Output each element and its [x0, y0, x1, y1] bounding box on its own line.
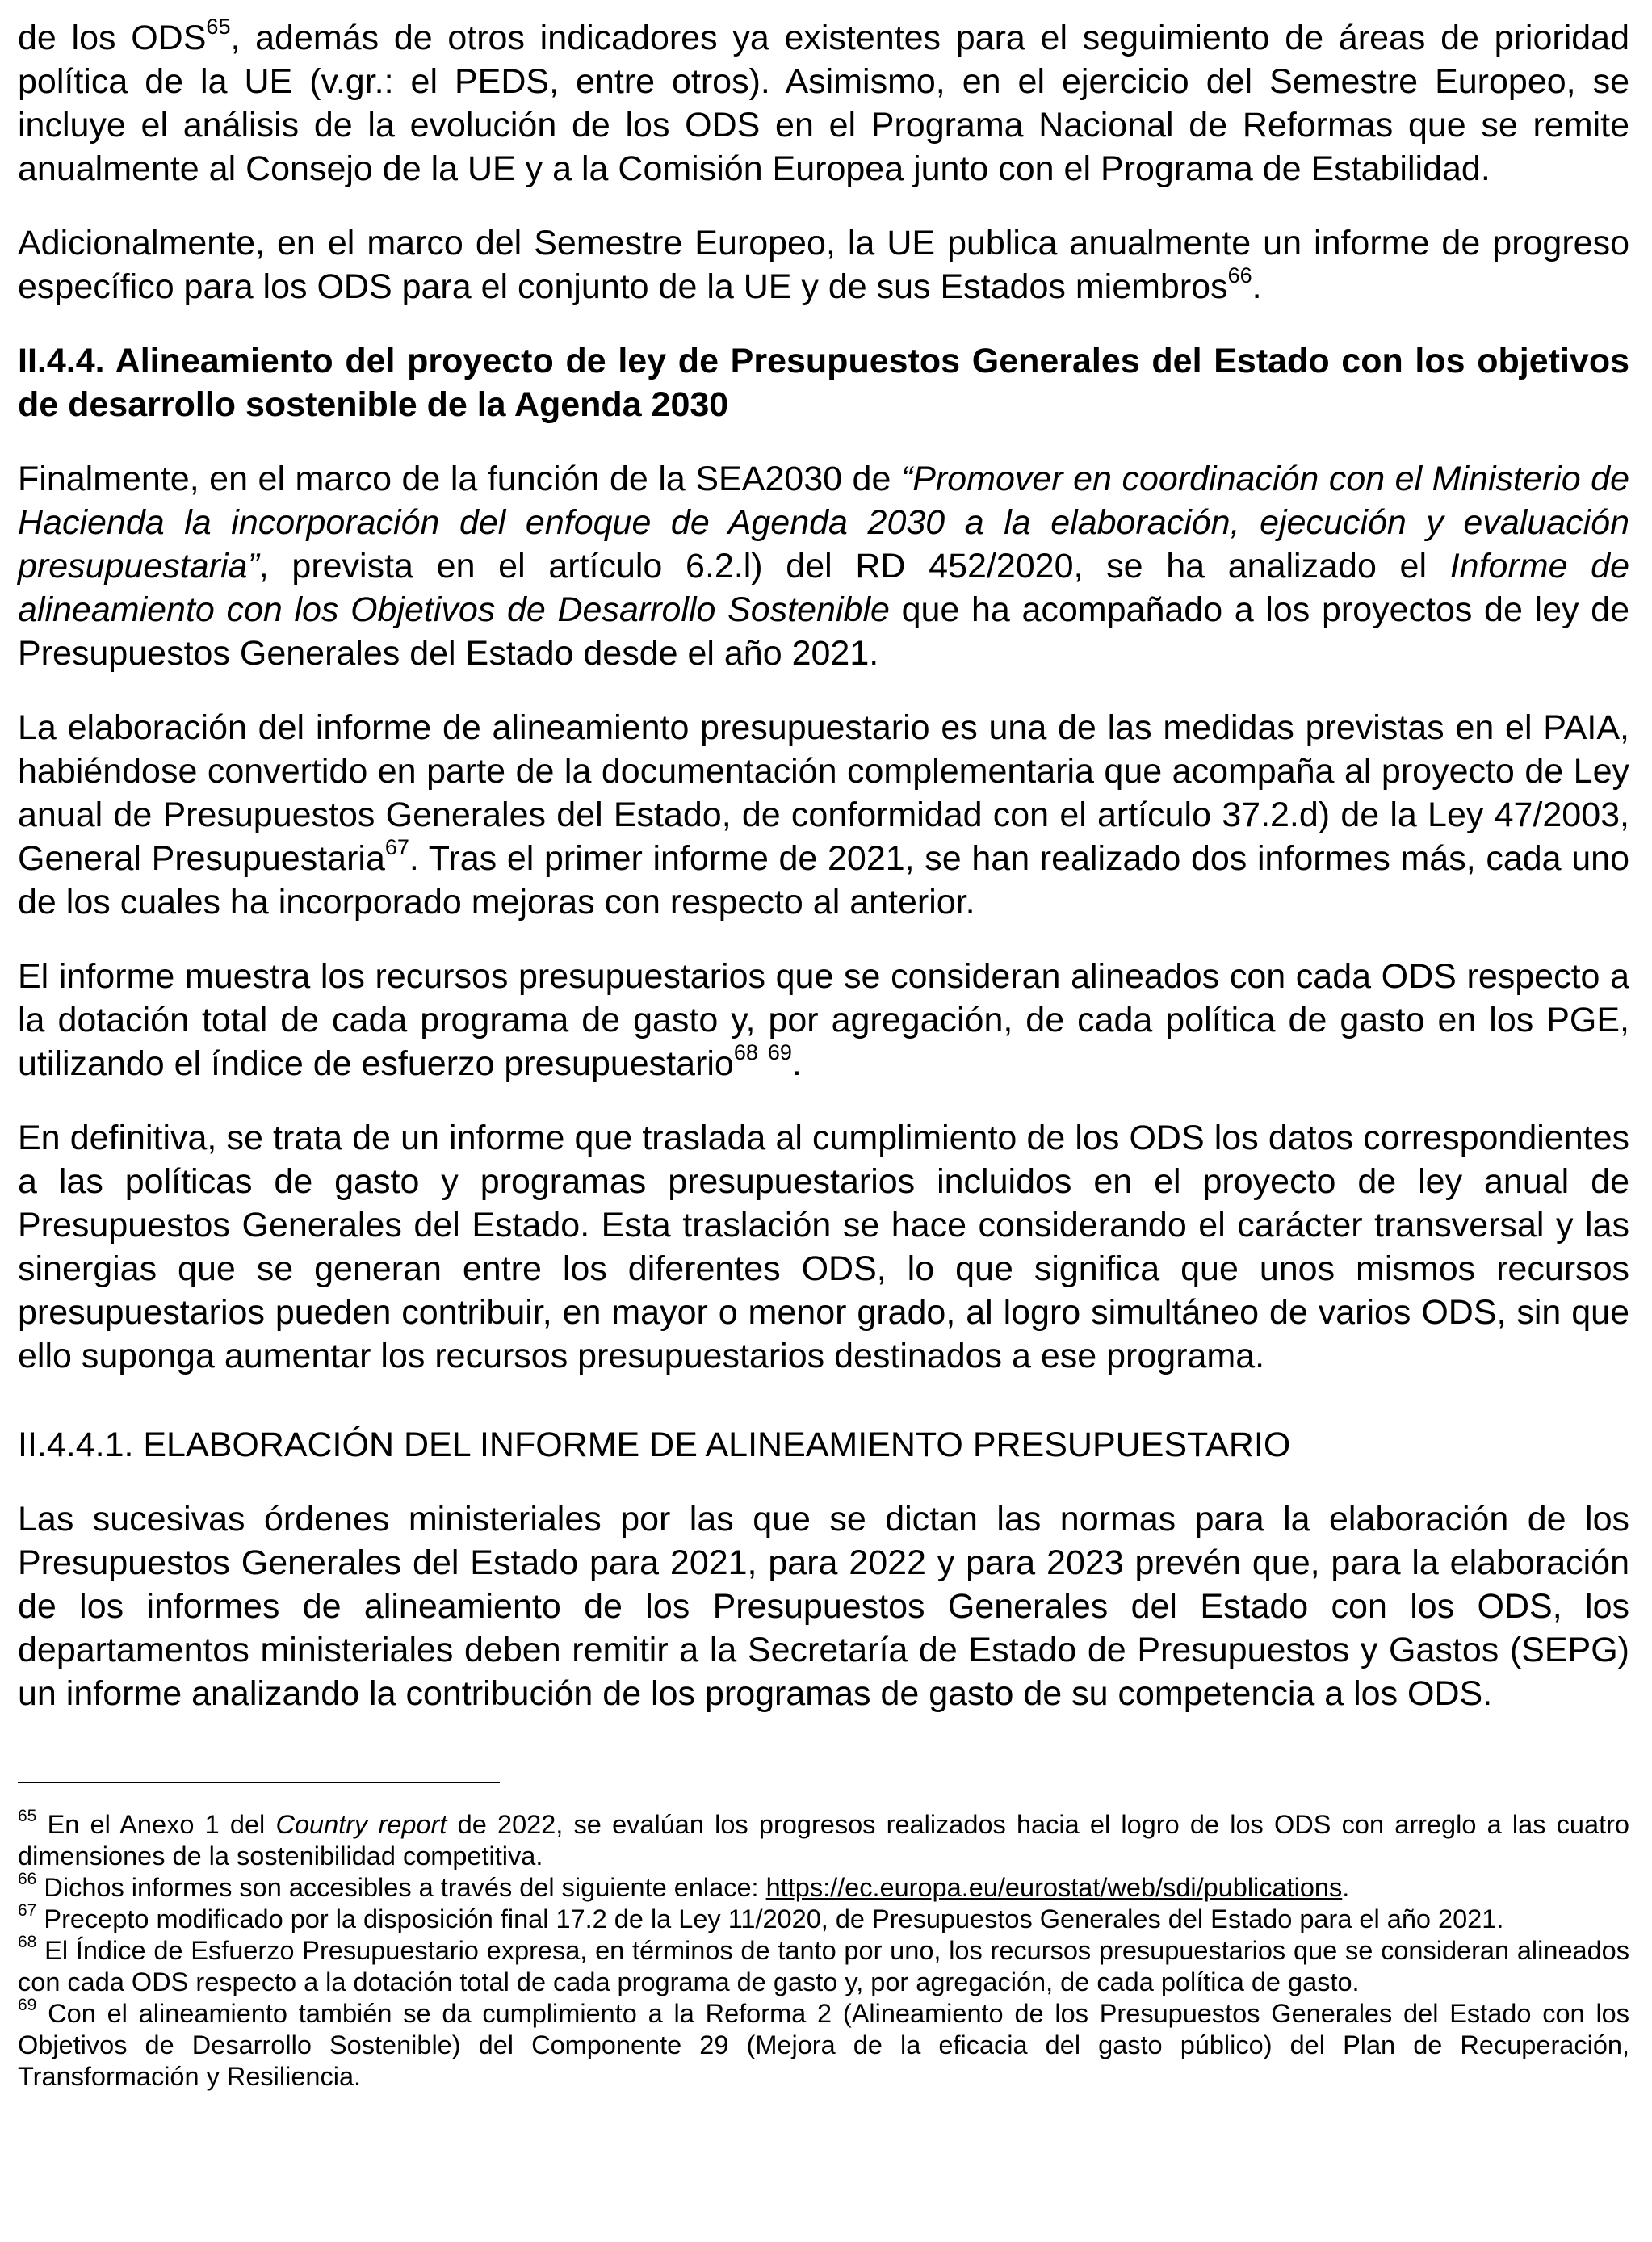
paragraph-budget-resources: El informe muestra los recursos presupuestarios que se consideran alineados con cada ODS respecto a la dotación total de cada programa de gasto y, por agregación, de cada política de gasto en los PGE, utilizando el índice de esfuerzo presupuestario$^{68}$ $^{69}$.: [18, 957, 1629, 1083]
footnote-ref-68[interactable]: 68: [733, 1039, 758, 1064]
report-title: Informe de alineamiento con los Objetivos de Desarrollo Sostenible: [18, 547, 1629, 629]
paragraph-conclusion: En definitiva, se trata de un informe que traslada al cumplimiento de los ODS los datos correspondientes a las políticas de gasto y programas presupuestarios incluidos en el proyecto de ley anual de Presupuestos Generales del Estado. Esta traslación se hace considerando el carácter transversal y las sinergias que se generan entre los diferentes ODS, lo que significa que unos mismos recursos presupuestarios pueden contribuir, en mayor o menor grado, al logro simultáneo de varios ODS, sin que ello suponga aumentar los recursos presupuestarios destinados a ese programa.: [18, 1119, 1629, 1375]
paragraph-sea2030-function: Finalmente, en el marco de la función de la SEA2030 de “Promover en coordinación con el Ministerio de Hacienda la incorporación del enfoque de Agenda 2030 a la elaboración, ejecución y evaluación presupuestaria”, prevista en el artículo 6.2.l) del RD 452/2020, se ha analizado el Informe de alineamiento con los Objetivos de Desarrollo Sostenible que ha acompañado a los proyectos de ley de Presupuestos Generales del Estado desde el año 2021.: [18, 460, 1630, 673]
footnote-ref-65[interactable]: 65: [206, 14, 231, 39]
section-heading: II.4.4. Alineamiento del proyecto de ley de Presupuestos Generales del Estado con los objetivos de desarrollo sostenible de la Agenda 2030: [18, 342, 1629, 424]
eurostat-link[interactable]: https://ec.europa.eu/eurostat/web/sdi/publications: [765, 1873, 1343, 1902]
footnote-ref-66[interactable]: 66: [1227, 262, 1252, 288]
footnote-68: $^{68}$ El Índice de Esfuerzo Presupuestario expresa, en términos de tanto por uno, los recursos presupuestarios que se consideran alineados con cada ODS respecto a la dotación total de cada programa de gasto y, por agregación, de cada política de gasto.: [18, 1933, 1629, 1996]
document-page: [18, 16, 1629, 2093]
footnote-ref-69[interactable]: 69: [767, 1039, 792, 1064]
footnotes: [18, 1809, 1629, 2093]
footnote-divider: [18, 1782, 500, 1783]
footnote-ref-67[interactable]: 67: [384, 834, 409, 859]
paragraph-progress-report: Adicionalmente, en el marco del Semestre Europeo, la UE publica anualmente un informe de progreso específico para los ODS para el conjunto de la UE y de sus Estados miembros$^{66}$.: [18, 224, 1629, 306]
subsection-heading: II.4.4.1. ELABORACIÓN DEL INFORME DE ALINEAMIENTO PRESUPUESTARIO: [18, 1425, 1291, 1464]
paragraph-ods-indicators: de los ODS$^{65}$, además de otros indicadores ya existentes para el seguimiento de áreas de prioridad política de la UE (v.gr.: el PEDS, entre otros). Asimismo, en el ejercicio del Semestre Europeo, se incluye el análisis de la evolución de los ODS en el Programa Nacional de Reformas que se remite anualmente al Consejo de la UE y a la Comisión Europea junto con el Programa de Estabilidad.: [18, 14, 1629, 188]
footnote-67: $^{67}$ Precepto modificado por la disposición final 17.2 de la Ley 11/2020, de Presupuestos Generales del Estado para el año 2021.: [18, 1901, 1504, 1933]
paragraph-ministerial-orders: Las sucesivas órdenes ministeriales por las que se dictan las normas para la elaboración de los Presupuestos Generales del Estado para 2021, para 2022 y para 2023 prevén que, para la elaboración de los informes de alineamiento de los Presupuestos Generales del Estado con los ODS, los departamentos ministeriales deben remitir a la Secretaría de Estado de Presupuestos y Gastos (SEPG) un informe analizando la contribución de los programas de gasto de su competencia a los ODS.: [18, 1500, 1629, 1713]
quoted-function: “Promover en coordinación con el Ministerio de Hacienda la incorporación del enfoque de Agenda 2030 a la elaboración, ejecución y evaluación presupuestaria”: [18, 460, 1630, 586]
footnote-65: $^{65}$ En el Anexo 1 del Country report de 2022, se evalúan los progresos realizados hacia el logro de los ODS con arreglo a las cuatro dimensiones de la sostenibilidad competitiva.: [18, 1807, 1630, 1870]
footnote-69: $^{69}$ Con el alineamiento también se da cumplimiento a la Reforma 2 (Alineamiento de los Presupuestos Generales del Estado con los Objetivos de Desarrollo Sostenible) del Componente 29 (Mejora de la eficacia del gasto público) del Plan de Recuperación, Transformación y Resiliencia.: [18, 1996, 1629, 2091]
footnote-66: $^{66}$ Dichos informes son accesibles a través del siguiente enlace: https://ec.europa.eu/eurostat/web/sdi/publications.: [18, 1870, 1350, 1902]
paragraph-alignment-report: La elaboración del informe de alineamiento presupuestario es una de las medidas previstas en el PAIA, habiéndose convertido en parte de la documentación complementaria que acompaña al proyecto de Ley anual de Presupuestos Generales del Estado, de conformidad con el artículo 37.2.d) de la Ley 47/2003, General Presupuestaria$^{67}$. Tras el primer informe de 2021, se han realizado dos informes más, cada uno de los cuales ha incorporado mejoras con respecto al anterior.: [18, 708, 1629, 922]
